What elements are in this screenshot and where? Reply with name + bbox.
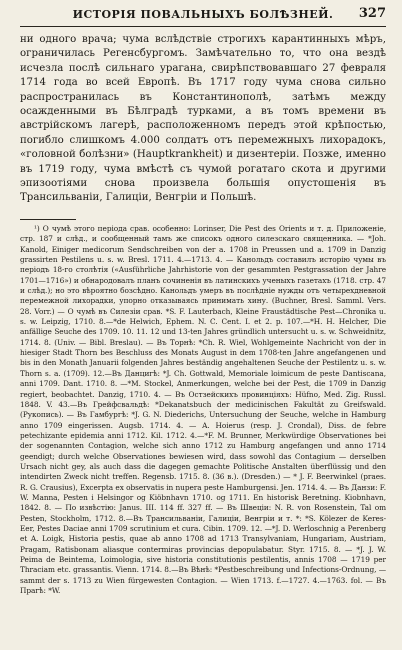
footnote-separator xyxy=(20,219,76,220)
footnote: ¹) О чумѣ этого періода срав. особенно: Lorinser, Die Pest des Orients и т. д. Приложеніе, стр. 187 и слѣд., и сообщенный тамъ же списокъ одного силезскаго священника. — *Joh. Kanold, Einiger medicorum Sendschreiben von der a. 1708 in Preussen und a. 1709 in Danzig grassirten Pestilens u. s. w. Bresl. 1711. 4.—1713. 4. — Канольдъ составилъ исторію чумы въ періодъ 18-го столѣтія («Ausführliche Jahrhistorie von der gesammten Pestgrassation der Jahre 1701—1716») и обнародовалъ планъ сочиненія въ латинскихъ ученыхъ газетахъ (1718. стр. 47 и слѣд.); но это вѣроятно бозсѣдно. Канольдъ умеръ въ послѣдніе нужды отъ четырехдневной перемежной лихорадки, упорно отказываясь принимать хину. (Buchner, Bresl. Samml. Vers. 28. Vorr.) — О чумѣ въ Силезіи срав. *S. F. Lauterbach, Kleine Fraustädtische Pest—Chronika u. s. w. Leipzig, 1710. 8.—*de Helwich, Ephem. N. C. Cent. I. et 2. p. 107.—*H. H. Helcher, Die anfällige Seuche des 1709. 10. 11. 12 und 13-ten Jahres gründlich untersucht u. s. w. Schweidnitz, 1714. 8. (Univ. — Bibl. Breslau). — Въ Торнѣ: *Ch. R. Wiel, Wohlgemeinte Nachricht von der in hiesiger Stadt Thorn bes Beschluss des Monats August in dem 1708-ten Jahre angefangenen und bis in den Monath Januarii folgenden Jahres beständig angehaltenen Seuche der Pestilentz u. s. w. Thorn s. a. (1709). 12.—Въ Данцигѣ: *J. Ch. Gottwald, Memoriale loimicum de peste Dantiscana, anni 1709. Dant. 1710. 8. —*M. Stockel, Anmerkungen, welche bei der Pest, die 1709 in Danzig regiert, beobachtet. Danzig, 1710. 4. — Въ Остзейскихъ провинціяхъ: Hüfno, Med. Zig. Russl. 1848. V. 43.—Въ Грейфсвальдѣ: *Dekanatsbuch der medicinischen Fakultät zu Greifswald. (Рукопись). — Въ Гамбургѣ: *J. G. N. Diederichs, Untersuchung der Seuche, welche in Hamburg anno 1709 eingerissen. Augsb. 1714. 4. — A. Hoierus (resp. J. Crondal), Diss. de febre petechizante epidemia anni 1712. Kil. 1712. 4.—*F. M. Brunner, Merkwürdige Observationes bei der sogenannten Contagion, welche sich anno 1712 zu Hamburg angefangen und anno 1714 geendigt; durch welche Observationes bewiesen wird, dass sowohl das Contagium — derselben Ursach nicht gey, als auch dass die dagegen gemachte Politische Anstalten überflüssig und den intendirten Zweck nicht treffen. Regensb. 1715. 8. (36 в.). (Dresden.) — * J. F. Beerwinkel (praes. R. G. Crausius), Excerpta ex observatis in nupera peste Hamburgensi. Jen. 1714. 4. — Въ Данзи: F. W. Manna, Pesten i Helsingor og Kiöbnhavn 1710. og 1711. En historisk Beretning. Kiobnhavn, 1842. 8. — По извѣстію: Janus. III. 114 ff. 327 ff. — Въ Швеціи: N. R. von Rosenstein, Tal om Pesten, Stockholm, 1712. 8.—Въ Трансильваніи, Галиціи, Венгріи и т. *: *S. Kölezer de Keres-Eer, Pestes Daciae anni 1709 scrutinium et cura. Cibin. 1709. 12. —*J. D. Werloschnig a Perenberg et A. Loigk, Historia pestis, quae ab anno 1708 ad 1713 Transylvaniam, Hungariam, Austriam, Pragam, Ratisbonam aliasque contermiras provincias depopulabatur. Styr. 1715. 8. — *J. J. W. Peima de Beintema, Loimologia, sive historia constitutionis pestilentis, annis 1708 — 1719 per Thraciam etc. grassantis. Vienn. 1714. 8.—Въ Вѣнѣ: *Pestbeschreibung und Infections-Ordnung, — sammt der s. 1713 zu Wien fürgewesten Contagion. — Wien 1713. f.—1727. 4.—1763. fol. — Въ Прагѣ: *W. xyxy=(20,224,386,596)
main-paragraph: ни одного врача; чума вслѣдствіе строгихъ карантинныхъ мѣръ, ограничилась Регенсбургомъ. Замѣчательно то, что она вездѣ исчезла послѣ сильнаго урагана, свирѣпствовавшаго 27 февраля 1714 года во всей Европѣ. Въ 1717 году чума снова сильно распространилась въ Константинополѣ, затѣмъ между осажденными въ Бѣлградѣ турками, а въ томъ времени въ австрійскомъ лагерѣ, расположенномъ передъ этой крѣпостью, погибло слишкомъ 4.000 солдатъ отъ перемежныхъ лихорадокъ, «головной болѣзни» (Hauptkrankheit) и дизентеріи. Позже, именно въ 1719 году, чума вмѣстѣ съ чумой рогатаго скота и другими эпизоотіями снова произвела большія опустошенія въ Трансильваніи, Галиціи, Венгріи и Польшѣ. xyxy=(20,34,386,204)
page-number: 327 xyxy=(358,6,386,21)
running-title: ИСТОРІЯ ПОВАЛЬНЫХЪ БОЛѢЗНЕЙ. xyxy=(72,8,334,21)
page-header xyxy=(20,6,386,27)
